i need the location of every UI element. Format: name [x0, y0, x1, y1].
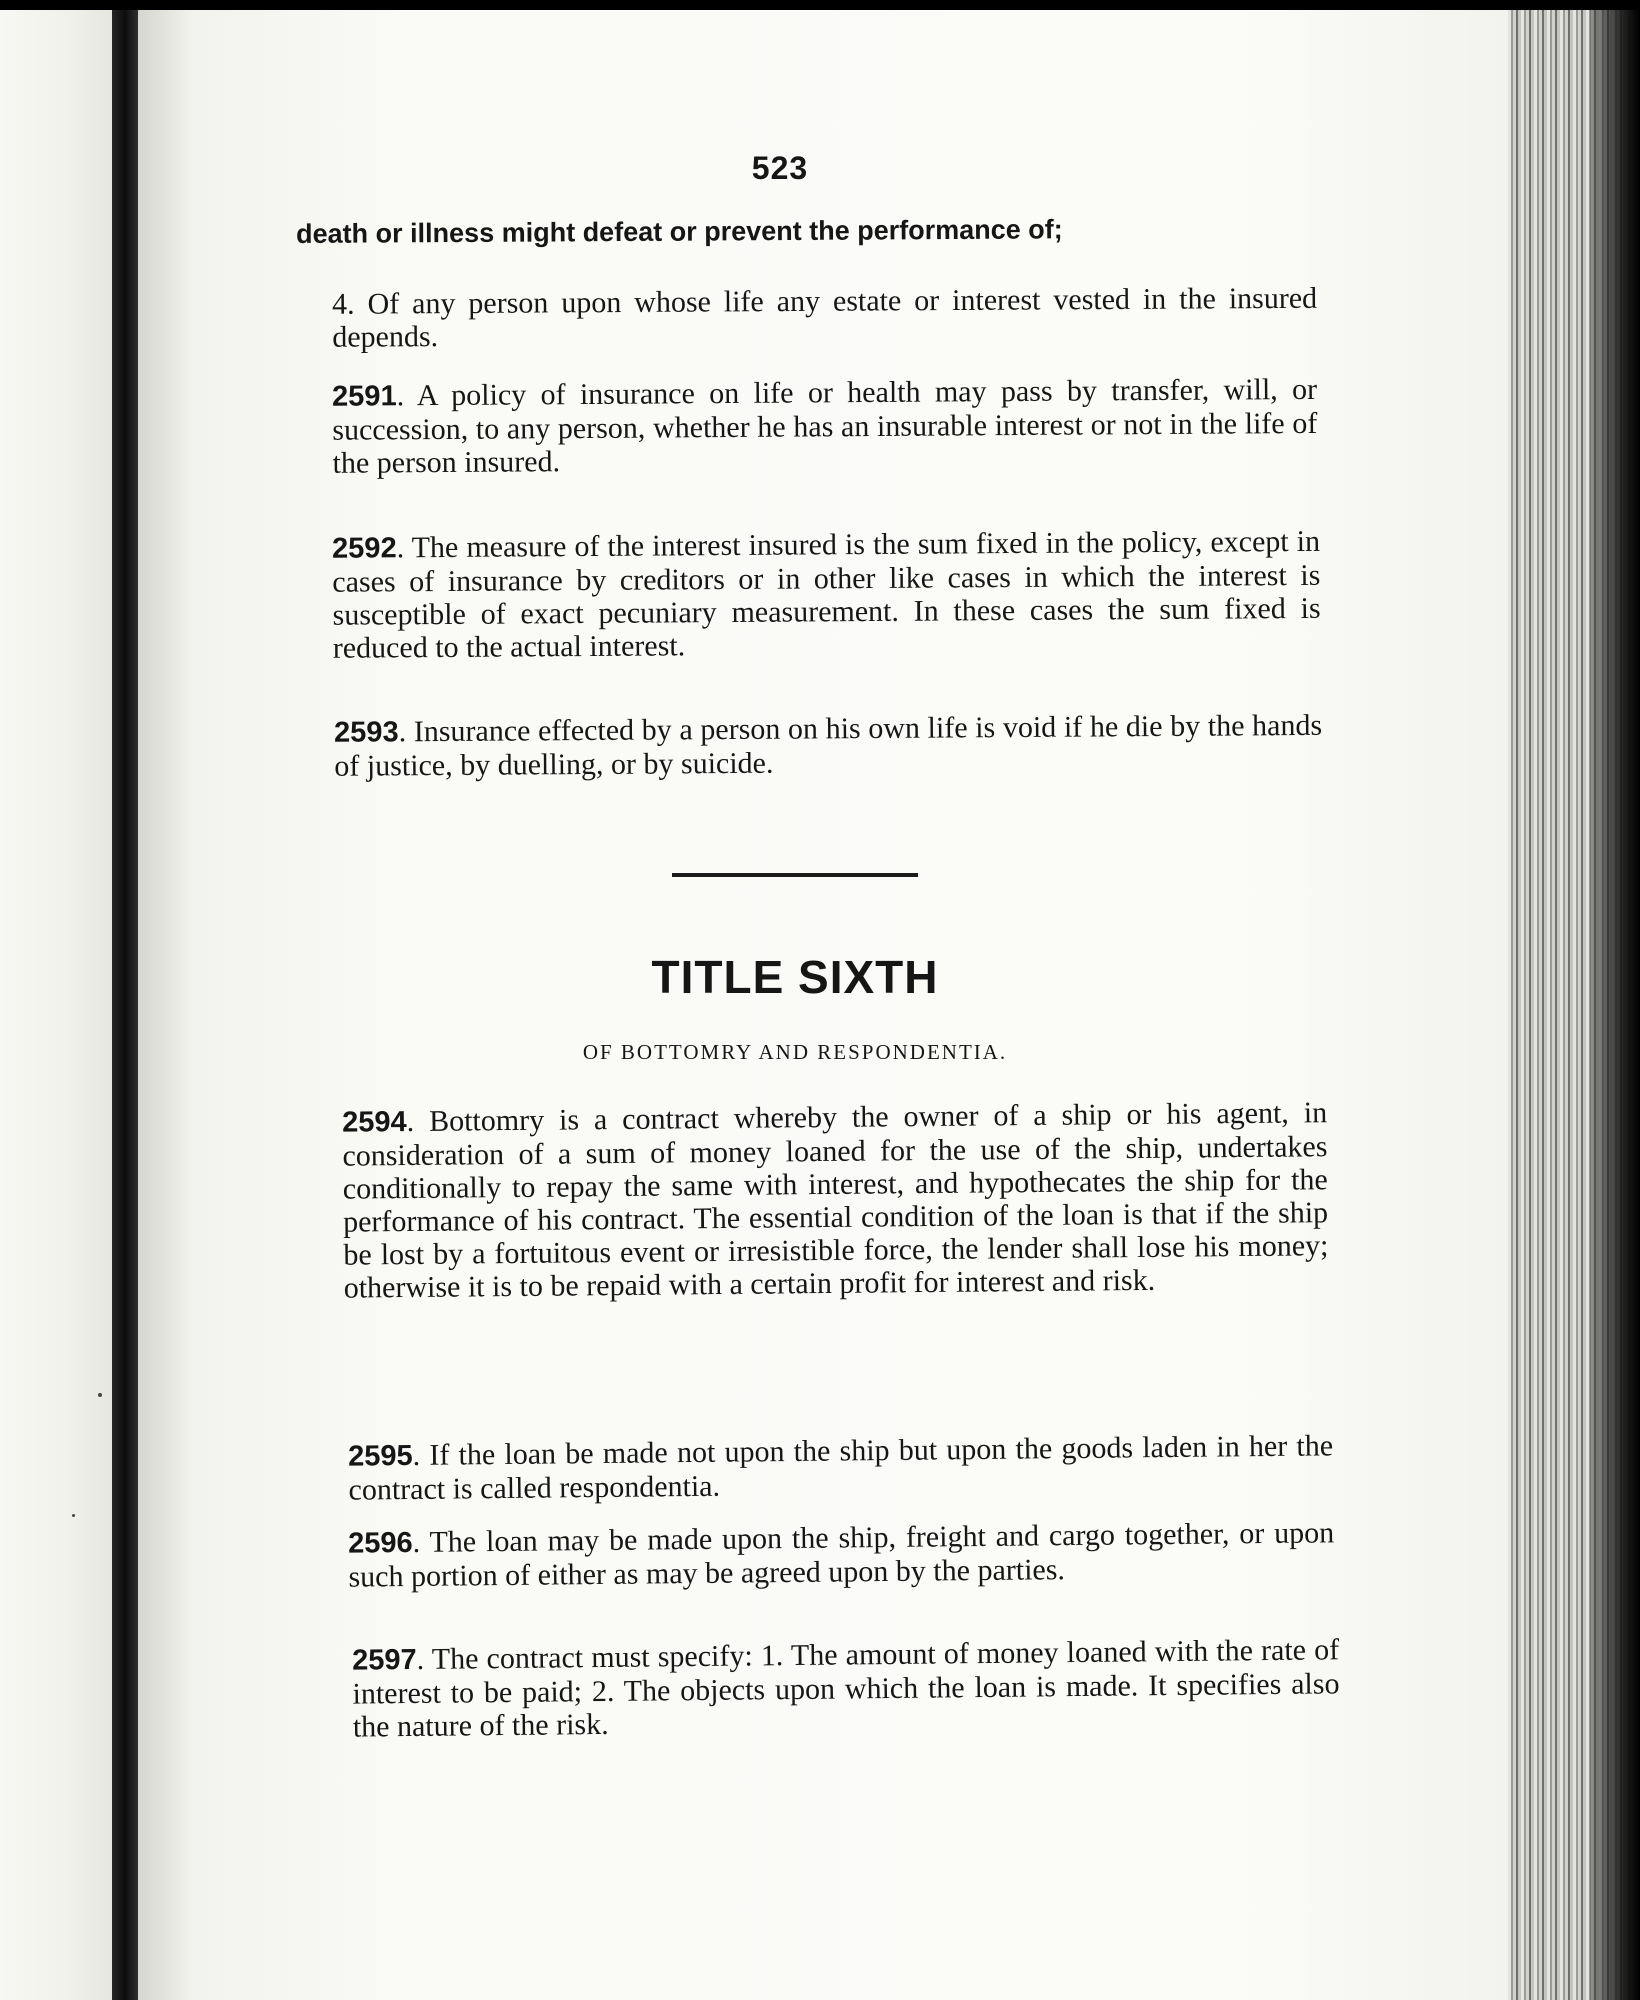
book-gutter [112, 10, 138, 2000]
title-subheading: OF BOTTOMRY AND RESPONDENTIA. [582, 1040, 1008, 1064]
section-number: 2593 [334, 716, 399, 749]
section-2597 [316, 1633, 1340, 1744]
dust-speck [98, 1393, 102, 1397]
section-2596 [312, 1516, 1335, 1594]
section-2594 [306, 1096, 1329, 1305]
section-number: 2596 [348, 1526, 413, 1560]
section-text: . A policy of insurance on life or health may pass by transfer, will, or succession, to any person, whether he has an insurable interest or not in the life of the person insured. [332, 372, 1318, 480]
facing-page-edge [0, 10, 112, 2000]
section-number: 2592 [332, 532, 397, 565]
dust-speck [72, 1514, 75, 1517]
section-2593 [298, 709, 1322, 783]
section-2595 [312, 1429, 1334, 1507]
section-text: . The measure of the interest insured is the sum fixed in the policy, except in cases of insurance by creditors or in other like cases in which the interest is susceptible of exact pecuniary measurement. In these cases the sum fixed is reduced to the actual interest. [332, 524, 1321, 665]
section-number: 2591 [332, 380, 397, 413]
section-2592 [296, 525, 1321, 665]
section-number: 2594 [342, 1106, 407, 1139]
section-divider [672, 873, 918, 877]
section-2591 [296, 373, 1318, 480]
title-heading: TITLE SIXTH [651, 951, 939, 1003]
page-number: 523 [751, 150, 809, 186]
continued-paragraph-item-4: 4. Of any person upon whose life any estate or interest vested in the insured depends. [331, 281, 1318, 354]
section-text: . The loan may be made upon the ship, freight and cargo together, or upon such portion of either as may be agreed upon by the parties. [348, 1516, 1335, 1594]
section-number: 2597 [352, 1643, 417, 1677]
section-text: . Bottomry is a contract whereby the owner of a ship or his agent, in consideration of a sum of money loaned for the use of the ship, undertakes conditionally to repay the same with interest, and hypothecates the ship for the performance of his contract. The essential condition of the loan is that if the ship be lost by a fortuitous event or irresistible force, the lender shall lose his money; otherwise it is to be repaid with a certain profit for interest and risk. [342, 1096, 1329, 1305]
section-number: 2595 [348, 1439, 413, 1473]
section-text: . If the loan be made not upon the ship but upon the goods laden in her the contract is called respondentia. [348, 1429, 1334, 1507]
section-text: . The contract must specify: 1. The amount of money loaned with the rate of interest to be paid; 2. The objects upon which the loan is made. It specifies also the nature of the risk. [352, 1633, 1340, 1744]
section-text: . Insurance effected by a person on his own life is void if he die by the hands of justice, by duelling, or by suicide. [334, 708, 1323, 783]
continued-paragraph: death or illness might defeat or prevent the performance of; [296, 214, 1063, 249]
page-block-shadow [1590, 10, 1640, 2000]
